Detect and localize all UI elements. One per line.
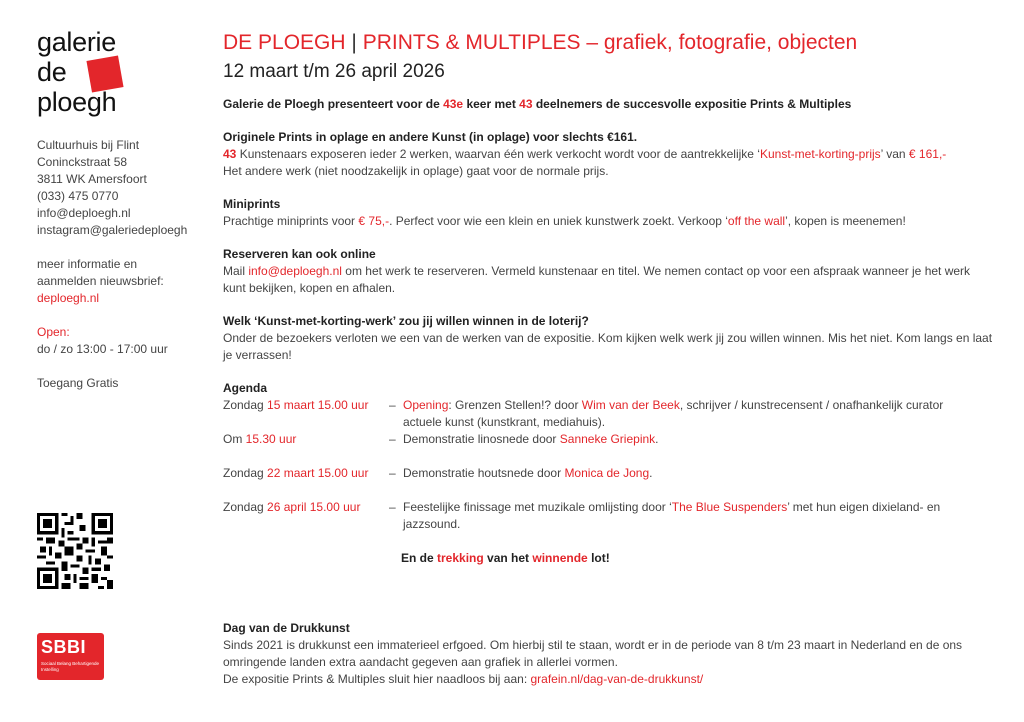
address-line: Coninckstraat 58 (37, 155, 128, 169)
drukkunst-text (223, 671, 993, 688)
miniprints-heading: Miniprints (223, 197, 281, 211)
opening-label: Opening (403, 398, 449, 412)
reserve-section (223, 246, 993, 297)
newsletter-info-line: meer informatie en (37, 257, 138, 271)
closing-text: En de (401, 551, 438, 565)
artist-count: 43 (223, 147, 237, 161)
phone-number: (033) 475 0770 (37, 189, 119, 203)
lottery-closing-line (223, 550, 993, 567)
agenda-time: 15.30 uur (245, 432, 297, 446)
agenda-dash: – (389, 466, 396, 480)
reserve-text (223, 263, 993, 297)
agenda-dash: – (389, 500, 396, 514)
miniprints-text-part: ’, kopen is meenemen! (785, 214, 906, 228)
originals-text-part: ’ van (880, 147, 909, 161)
prize-price: € 161,- (908, 147, 947, 161)
edition-number: 43e (443, 97, 464, 111)
logo-word-galerie: galerie (37, 27, 116, 57)
page-title (223, 30, 993, 56)
agenda-person: Wim van der Beek (581, 398, 680, 412)
originals-text (223, 146, 993, 180)
drukkunst-section (223, 620, 993, 688)
prize-name: Kunst-met-korting-prijs (759, 147, 881, 161)
entrance-info: Toegang Gratis (37, 376, 119, 390)
intro-text: keer met (463, 97, 520, 111)
drukkunst-link[interactable]: grafein.nl/dag-van-de-drukkunst/ (530, 672, 704, 686)
agenda-item (223, 499, 993, 533)
agenda-date (223, 499, 389, 533)
agenda-heading: Agenda (223, 381, 268, 395)
off-the-wall: off the wall (727, 214, 786, 228)
agenda-text: actuele kunst (kunstkrant, mediahuis). (403, 415, 606, 429)
agenda-item (223, 431, 993, 448)
reserve-email-link[interactable]: info@deploegh.nl (248, 264, 342, 278)
agenda-dash: – (389, 432, 396, 446)
opening-label: Open: (37, 325, 70, 339)
agenda-time: 15 maart 15.00 uur (267, 398, 369, 412)
agenda-day: Zondag (223, 466, 268, 480)
intro-text: Galerie de Ploegh presenteert voor de (223, 97, 444, 111)
miniprints-text-part: . Perfect voor wie een klein en uniek kunstwerk zoekt. Verkoop ‘ (389, 214, 728, 228)
sbbi-badge-title: SBBI (41, 637, 87, 657)
originals-text-part: Kunstenaars exposeren ieder 2 werken, waarvan één werk verkocht wordt voor de aantrekkelijke ‘ (236, 147, 760, 161)
main-content (223, 30, 993, 567)
sbbi-badge-subtitle: Sociaal Belang Behartigende Instelling (41, 661, 100, 672)
newsletter-info-line: aanmelden nieuwsbrief: (37, 274, 164, 288)
agenda-text: jazzsound. (403, 517, 461, 531)
drukkunst-text: Sinds 2021 is drukkunst een immaterieel erfgoed. Om hierbij stil te staan, wordt er in de periode van 8 t/m 23 maart in Nederland en de ons omringende landen extra aandacht gegeven aan grafiek in allerlei vormen. (223, 638, 963, 669)
intro-text: deelnemers de succesvolle expositie Prints & Multiples (532, 97, 852, 111)
intro-line (223, 96, 993, 113)
email-address[interactable]: info@deploegh.nl (37, 206, 131, 220)
logo-word-de: de (37, 57, 67, 87)
drukkunst-heading: Dag van de Drukkunst (223, 621, 350, 635)
agenda-text: Feestelijke finissage met muzikale omlijsting door ‘ (403, 500, 672, 514)
agenda-description (389, 397, 993, 431)
website-link[interactable]: deploegh.nl (37, 291, 100, 305)
agenda-time: 22 maart 15.00 uur (267, 466, 369, 480)
closing-text: lot! (587, 551, 610, 565)
logo-word-ploegh: ploegh (37, 87, 117, 117)
closing-text: van het (483, 551, 533, 565)
lottery-heading: Welk ‘Kunst-met-korting-werk’ zou jij willen winnen in de loterij? (223, 314, 589, 328)
lottery-text: Onder de bezoekers verloten we een van de werken van de expositie. Kom kijken welk werk jij zou willen winnen. Mis het niet. Kom langs en laat je verrassen! (223, 331, 993, 362)
originals-heading: Originele Prints in oplage en andere Kunst (in oplage) voor slechts €161. (223, 130, 638, 144)
agenda-text: , schrijver / kunstrecensent / onafhankelijk curator (679, 398, 944, 412)
closing-highlight: winnende (532, 551, 588, 565)
agenda-date (223, 465, 389, 482)
miniprints-text (223, 213, 993, 230)
miniprints-section (223, 196, 993, 230)
agenda-date (223, 397, 389, 431)
agenda-item (223, 397, 993, 431)
address-line: Cultuurhuis bij Flint (37, 138, 140, 152)
closing-highlight: trekking (437, 551, 484, 565)
agenda-description (389, 465, 993, 482)
drukkunst-text-part: De expositie Prints & Multiples sluit hier naadloos bij aan: (223, 672, 531, 686)
agenda-person: Sanneke Griepink (559, 432, 656, 446)
agenda-person: Monica de Jong (564, 466, 650, 480)
title-gallery: DE PLOEGH (223, 31, 346, 54)
agenda-day: Zondag (223, 500, 268, 514)
exhibition-dates: 12 maart t/m 26 april 2026 (223, 61, 445, 82)
reserve-heading: Reserveren kan ook online (223, 247, 376, 261)
miniprints-text-part: Prachtige miniprints voor (223, 214, 359, 228)
agenda-time: 26 april 15.00 uur (267, 500, 361, 514)
agenda-dash: – (389, 398, 396, 412)
agenda-description (389, 431, 993, 448)
participant-count: 43 (519, 97, 533, 111)
agenda-text: : Grenzen Stellen!? door (448, 398, 582, 412)
agenda-item (223, 465, 993, 482)
band-name: The Blue Suspenders (671, 500, 788, 514)
lottery-section (223, 313, 993, 364)
originals-section (223, 129, 993, 180)
agenda-text: Demonstratie houtsnede door (403, 466, 565, 480)
agenda-text: ’ met hun eigen dixieland- en (787, 500, 941, 514)
agenda-description (389, 499, 993, 533)
contact-sidebar (37, 137, 217, 392)
agenda-date (223, 431, 389, 448)
qr-code (37, 513, 113, 589)
agenda-day: Om (223, 432, 246, 446)
agenda-section (223, 380, 993, 567)
gallery-logo (37, 28, 167, 128)
agenda-text: Demonstratie linosnede door (403, 432, 560, 446)
title-separator: | (351, 31, 357, 54)
reserve-text-part: Mail (223, 264, 249, 278)
address-line: 3811 WK Amersfoort (37, 172, 147, 186)
agenda-day: Zondag (223, 398, 268, 412)
agenda-text: . (655, 432, 659, 446)
agenda-text: . (649, 466, 653, 480)
opening-hours: do / zo 13:00 - 17:00 uur (37, 342, 168, 356)
reserve-text-part: om het werk te reserveren. Vermeld kunstenaar en titel. We nemen contact op voor een afspraak wanneer je het werk kunt bekijken, kopen en afhalen. (223, 264, 971, 295)
instagram-handle[interactable]: instagram@galeriedeploegh (37, 223, 188, 237)
title-exhibition: PRINTS & MULTIPLES – grafiek, fotografie, objecten (362, 31, 858, 54)
miniprint-price: € 75,- (358, 214, 390, 228)
originals-text-part: Het andere werk (niet noodzakelijk in oplage) gaat voor de normale prijs. (223, 164, 609, 178)
sbbi-badge (37, 633, 104, 680)
